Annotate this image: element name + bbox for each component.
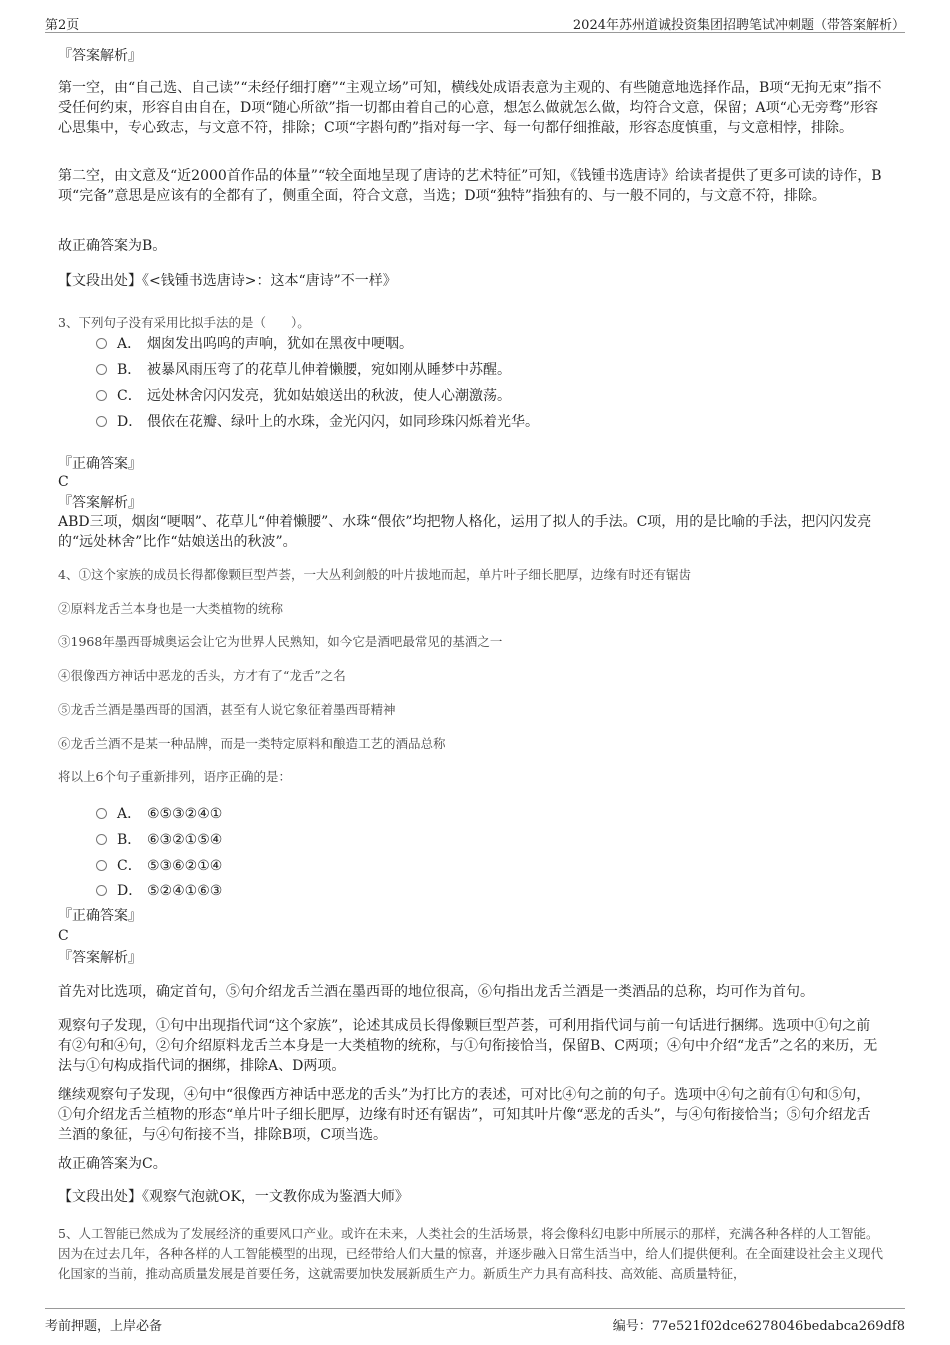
q3-answer-label: 『正确答案』 — [58, 456, 142, 472]
page-number: 第2页 — [45, 18, 80, 33]
q4-answer-label: 『正确答案』 — [58, 908, 142, 924]
q4-sentence-2: ②原料龙舌兰本身也是一大类植物的统称 — [58, 601, 284, 616]
q4-sentence-6: ⑥龙舌兰酒不是某一种品牌，而是一类特定原料和酿造工艺的酒品总称 — [58, 736, 446, 751]
radio-icon[interactable] — [96, 364, 107, 375]
q3-analysis-label: 『答案解析』 — [58, 495, 142, 511]
footer-slogan: 考前押题，上岸必备 — [45, 1319, 163, 1334]
q4-sentence-4: ④很像西方神话中恶龙的舌头，方才有了“龙舌”之名 — [58, 668, 346, 683]
q4-conclusion: 故正确答案为C。 — [58, 1156, 167, 1172]
q5-question: 5、人工智能已然成为了发展经济的重要风口产业。或许在未来，人类社会的生活场景，将会像科幻电影中所展示的那样，充满各种各样的人工智能。因为在过去几年，各种各样的人工智能模型的出现，已经带给人们大量的惊喜，并逐步融入日常生活当中，给人们提供便利。在全面建设社会主义现代化国家的当前，推动高质量发展是首要任务，这就需要加快发展新质生产力。新质生产力具有高科技、高效能、高质量特征， — [58, 1226, 884, 1281]
page-footer — [45, 1308, 905, 1339]
q3-option-d[interactable]: D． 偎依在花瓣、绿叶上的水珠，金光闪闪，如同珍珠闪烁着光华。 — [96, 412, 539, 432]
q2-analysis-p2: 第二空，由文意及“近2000首作品的体量”“较全面地呈现了唐诗的艺术特征”可知，《钱锺书选唐诗》给读者提供了更多可读的诗作，B项“完备”意思是应该有的全都有了，侧重全面，符合文意，当选；D项“独特”指独有的、与一般不同的，与文意不符，排除。 — [58, 168, 882, 204]
q4-analysis-label: 『答案解析』 — [58, 950, 142, 966]
q4-sentence-1: 4、①这个家族的成员长得都像颗巨型芦荟，一大丛利剑般的叶片拔地而起，单片叶子细长肥厚，边缘有时还有锯齿 — [58, 567, 691, 582]
q4-option-d[interactable]: D． ⑤②④①⑥③ — [96, 881, 222, 901]
q3-answer: C — [58, 474, 69, 490]
q4-prompt: 将以上6个句子重新排列，语序正确的是： — [58, 769, 291, 784]
radio-icon[interactable] — [96, 885, 107, 896]
q4-analysis-3: 继续观察句子发现，④句中“很像西方神话中恶龙的舌头”为打比方的表述，可对比④句之前的句子。选项中④句之前有①句和⑤句，①句介绍龙舌兰植物的形态“单片叶子细长肥厚，边缘有时还有锯齿”，可知其叶片像“恶龙的舌头”，与④句衔接恰当；⑤句介绍龙舌兰酒的象征，与④句衔接不当，排除B项，C项当选。 — [58, 1087, 871, 1143]
q3-option-a[interactable]: A． 烟囱发出呜呜的声响，犹如在黑夜中哽咽。 — [96, 334, 413, 354]
q4-option-b[interactable]: B． ⑥③②①⑤④ — [96, 830, 222, 850]
radio-icon[interactable] — [96, 390, 107, 401]
radio-icon[interactable] — [96, 338, 107, 349]
radio-icon[interactable] — [96, 860, 107, 871]
document-title: 2024年苏州道诚投资集团招聘笔试冲刺题（带答案解析） — [572, 18, 905, 33]
q2-analysis-p1: 第一空，由“自己选、自己读”“未经仔细打磨”“主观立场”可知，横线处成语表意为主观的、有些随意地选择作品，B项“无拘无束”指不受任何约束，形容自由自在，D项“随心所欲”指一切都由着自己的心意，想怎么做就怎么做，均符合文意，保留；A项“心无旁骛”形容心思集中，专心致志，与文意不符，排除；C项“字斟句酌”指对每一字、每一句都仔细推敲，形容态度慎重，与文意相悖，排除。 — [58, 80, 882, 136]
q4-sentence-3: ③1968年墨西哥城奥运会让它为世界人民熟知，如今它是酒吧最常见的基酒之一 — [58, 634, 503, 649]
q2-conclusion: 故正确答案为B。 — [58, 238, 167, 254]
q2-source: 【文段出处】《<钱锺书选唐诗>：这本“唐诗”不一样》 — [58, 273, 397, 289]
q4-analysis-1: 首先对比选项，确定首句，⑤句介绍龙舌兰酒在墨西哥的地位很高，⑥句指出龙舌兰酒是一类酒品的总称，均可作为首句。 — [58, 984, 814, 1000]
q4-option-a[interactable]: A． ⑥⑤③②④① — [96, 804, 222, 824]
q3-analysis: ABD三项，烟囱“哽咽”、花草儿“伸着懒腰”、水珠“偎依”均把物人格化，运用了拟人的手法。C项，用的是比喻的手法，把闪闪发亮的“远处林舍”比作“姑娘送出的秋波”。 — [58, 514, 872, 550]
q4-analysis-2: 观察句子发现，①句中出现指代词“这个家族”，论述其成员长得像颗巨型芦荟，可利用指代词与前一句话进行捆绑。选项中①句之前有②句和④句，②句介绍原料龙舌兰本身是一大类植物的统称，与①句衔接恰当，保留B、C两项；④句中介绍“龙舌”之名的来历，无法与①句构成指代词的捆绑，排除A、D两项。 — [58, 1018, 878, 1074]
q4-source: 【文段出处】《观察气泡就OK，一文教你成为鉴酒大师》 — [58, 1189, 409, 1205]
q2-analysis-label: 『答案解析』 — [58, 48, 142, 64]
q3-option-c[interactable]: C． 远处林舍闪闪发亮，犹如姑娘送出的秋波，使人心潮激荡。 — [96, 386, 511, 406]
q4-option-c[interactable]: C． ⑤③⑥②①④ — [96, 856, 222, 876]
q3-question: 3、下列句子没有采用比拟手法的是（ ）。 — [58, 315, 310, 330]
radio-icon[interactable] — [96, 834, 107, 845]
page-header — [45, 10, 905, 33]
q4-sentence-5: ⑤龙舌兰酒是墨西哥的国酒，甚至有人说它象征着墨西哥精神 — [58, 702, 396, 717]
radio-icon[interactable] — [96, 808, 107, 819]
q3-option-b[interactable]: B． 被暴风雨压弯了的花草儿伸着懒腰，宛如刚从睡梦中苏醒。 — [96, 360, 511, 380]
q4-answer: C — [58, 928, 69, 944]
document-id: 编号：77e521f02dce6278046bedabca269df8 — [612, 1319, 905, 1334]
radio-icon[interactable] — [96, 416, 107, 427]
